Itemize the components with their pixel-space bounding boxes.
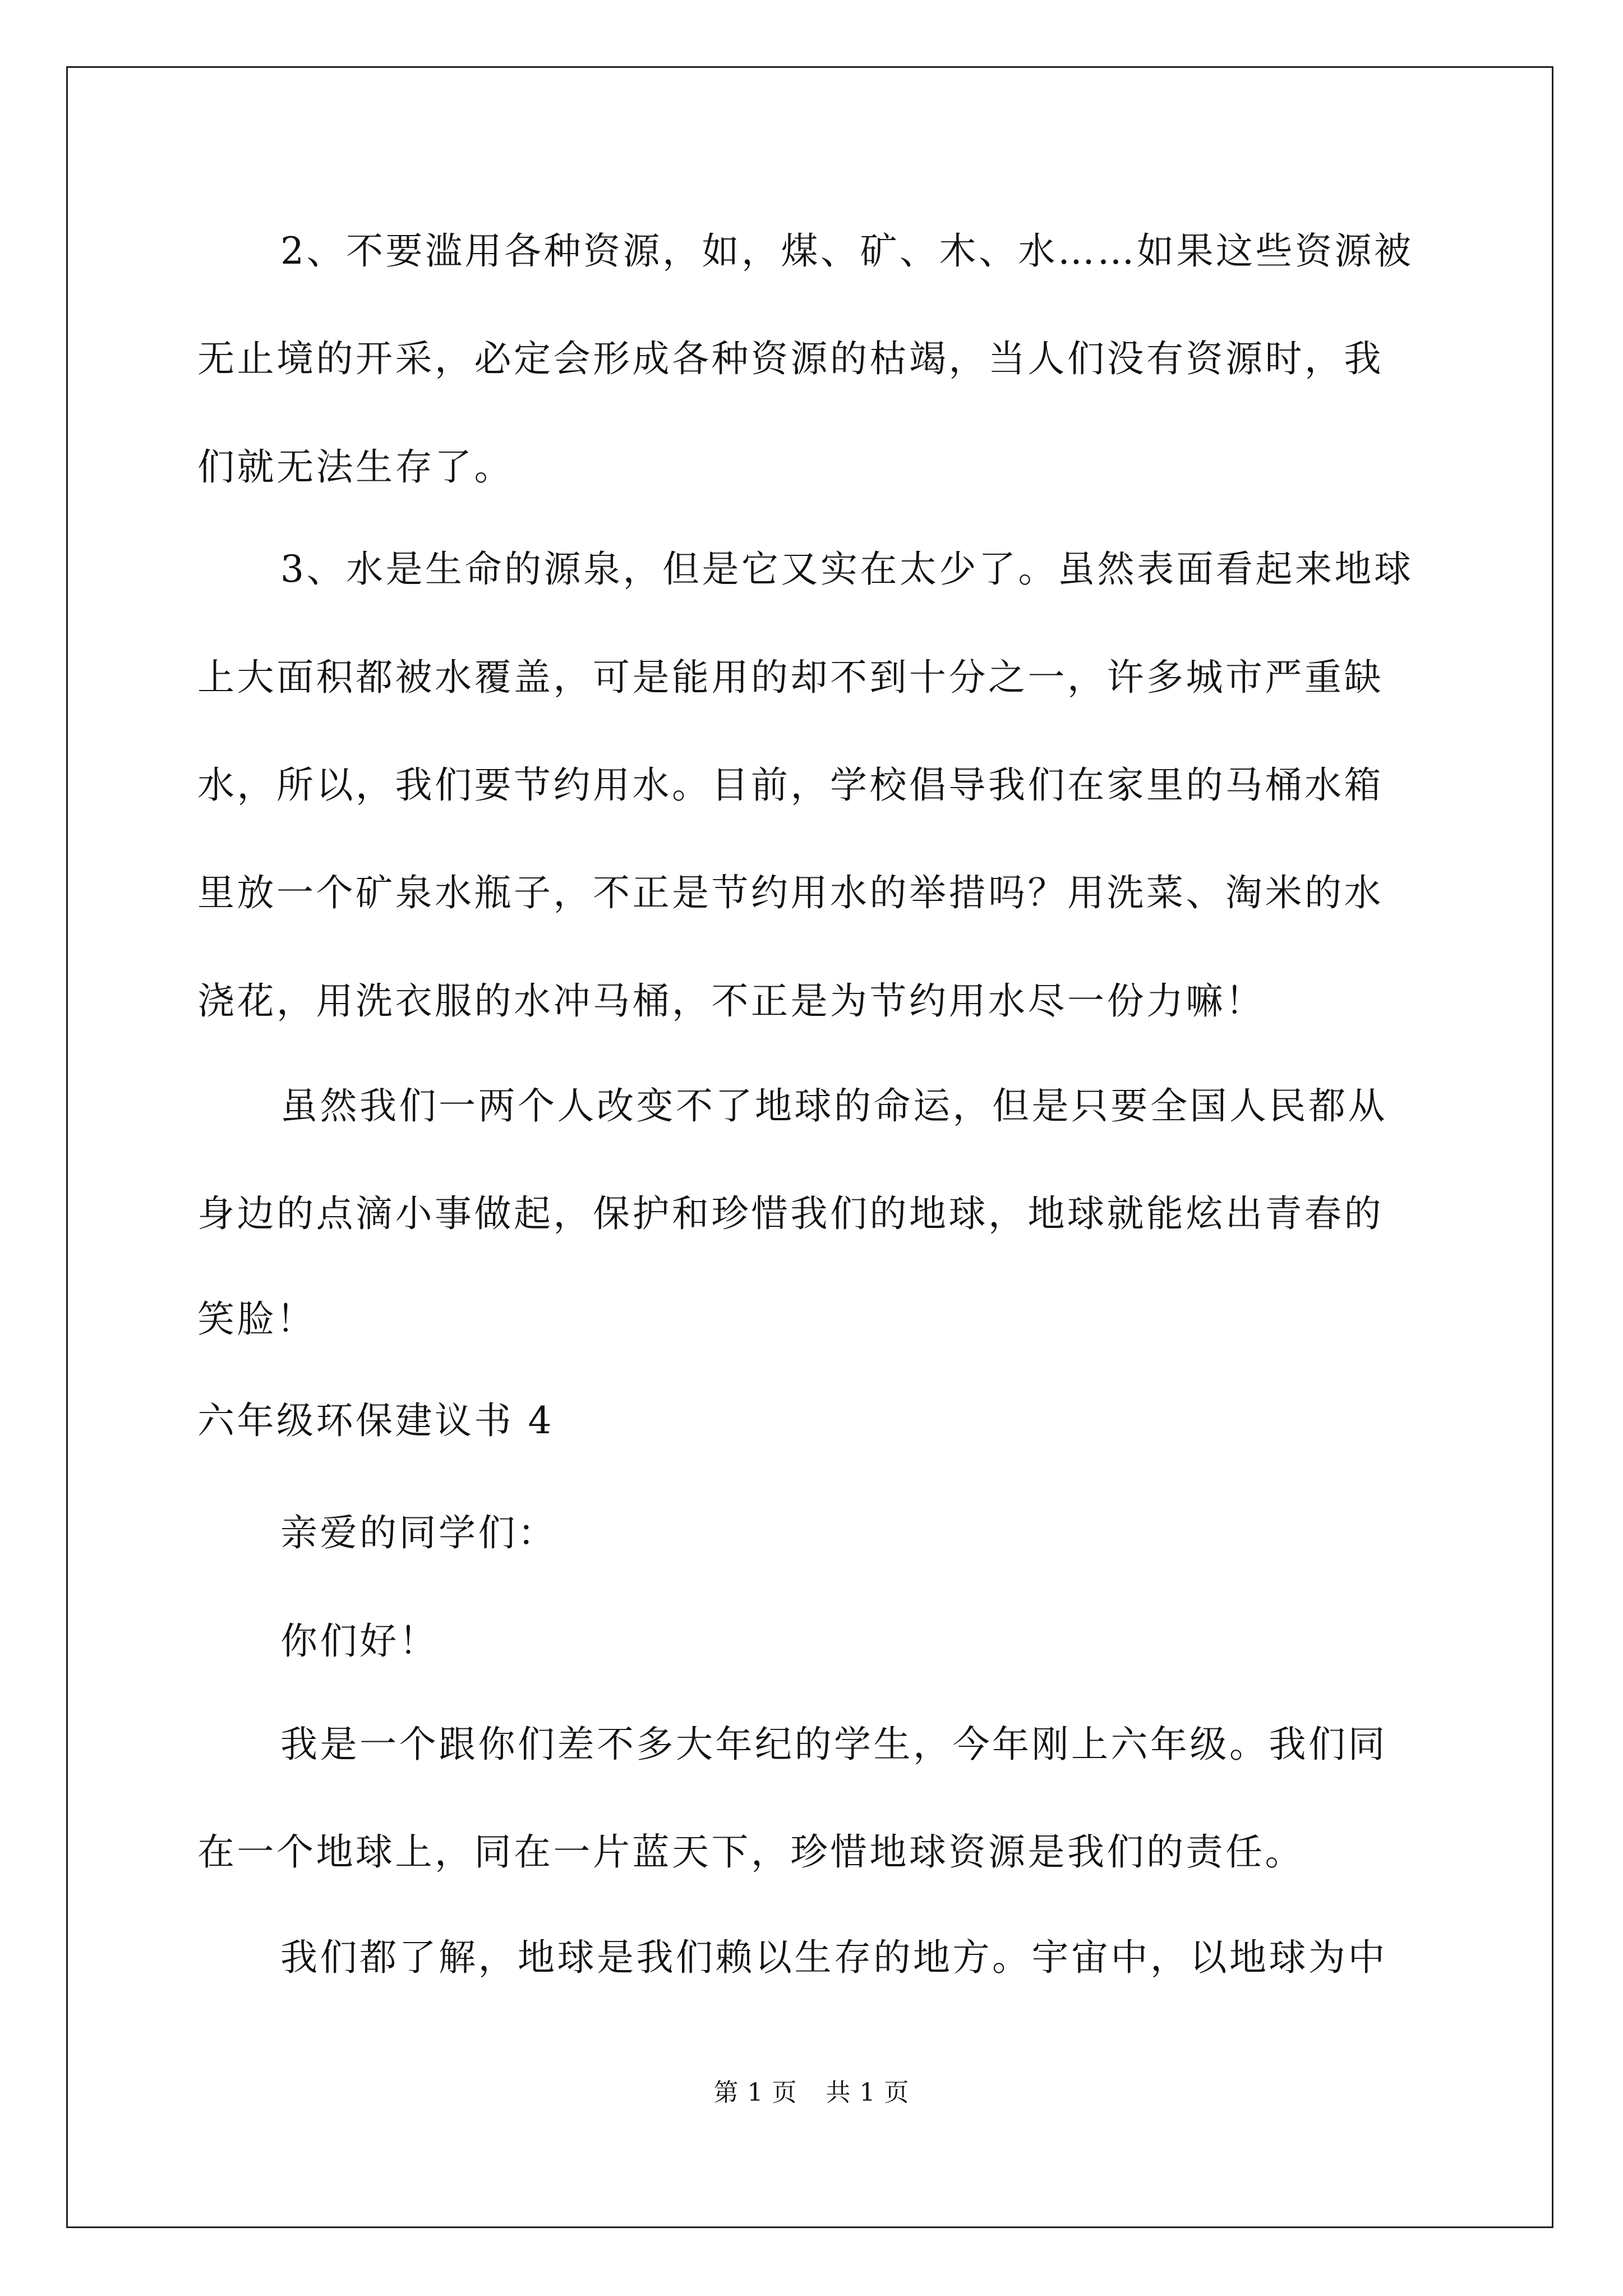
paragraph-line: 我是一个跟你们差不多大年纪的学生，今年刚上六年级。我们同 xyxy=(280,1723,1387,1766)
page-border xyxy=(66,66,1553,2228)
paragraph-line: 身边的点滴小事做起，保护和珍惜我们的地球，地球就能炫出青春的 xyxy=(197,1192,1384,1235)
paragraph-line: 笑脸！ xyxy=(197,1297,316,1341)
paragraph-line: 在一个地球上，同在一片蓝天下，珍惜地球资源是我们的责任。 xyxy=(197,1830,1304,1874)
paragraph-line: 无止境的开采，必定会形成各种资源的枯竭，当人们没有资源时，我 xyxy=(197,337,1384,380)
greeting: 你们好！ xyxy=(280,1619,439,1663)
paragraph-line: 水，所以，我们要节约用水。目前，学校倡导我们在家里的马桶水箱 xyxy=(197,763,1384,807)
paragraph-line: 2、不要滥用各种资源，如，煤、矿、木、水……如果这些资源被 xyxy=(280,229,1414,273)
salutation: 亲爱的同学们： xyxy=(280,1511,557,1554)
paragraph-line: 里放一个矿泉水瓶子，不正是节约用水的举措吗？用洗菜、淘米的水 xyxy=(197,871,1384,914)
paragraph-line: 我们都了解，地球是我们赖以生存的地方。宇宙中，以地球为中 xyxy=(280,1936,1387,1979)
page-total: 共 1 页 xyxy=(826,2078,910,2107)
section-title: 六年级环保建议书 4 xyxy=(197,1399,554,1442)
paragraph-line: 们就无法生存了。 xyxy=(197,445,514,489)
paragraph-line: 浇花，用洗衣服的水冲马桶，不正是为节约用水尽一份力嘛！ xyxy=(197,979,1265,1023)
page-footer xyxy=(0,2077,1623,2109)
page-number: 第 1 页 xyxy=(713,2078,797,2107)
paragraph-line: 虽然我们一两个人改变不了地球的命运，但是只要全国人民都从 xyxy=(280,1084,1387,1128)
paragraph-line: 3、水是生命的源泉，但是它又实在太少了。虽然表面看起来地球 xyxy=(280,547,1414,591)
paragraph-line: 上大面积都被水覆盖，可是能用的却不到十分之一，许多城市严重缺 xyxy=(197,656,1384,699)
